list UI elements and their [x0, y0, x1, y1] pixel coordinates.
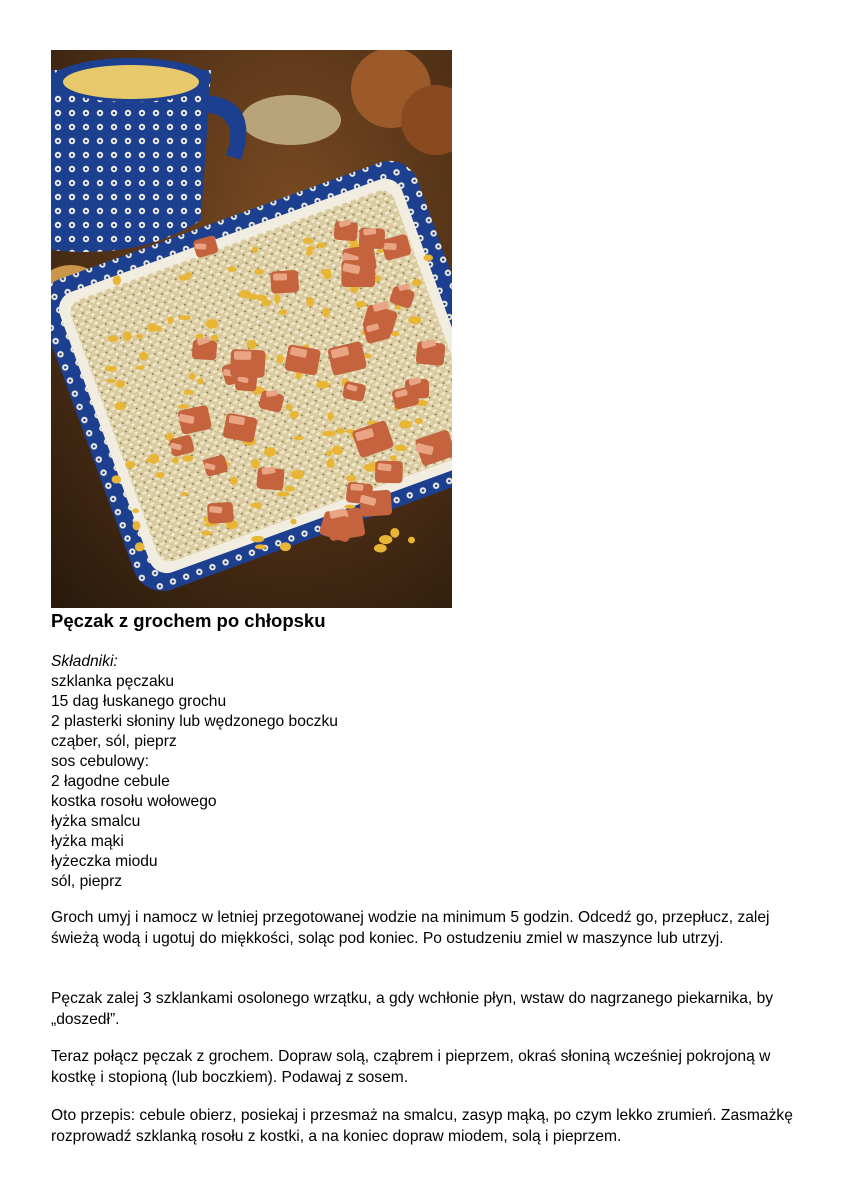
ingredient-item: łyżeczka miodu — [51, 853, 158, 870]
ingredients-list — [51, 652, 338, 892]
ingredient-item: 15 dag łuskanego grochu — [51, 693, 227, 710]
recipe-title: Pęczak z grochem po chłopsku — [51, 610, 326, 631]
ingredient-item: sos cebulowy: — [51, 753, 149, 770]
ingredient-item: sól, pieprz — [51, 873, 123, 890]
ingredient-item: cząber, sól, pieprz — [51, 733, 177, 750]
food-photo-icon — [51, 50, 452, 608]
step-paragraph: Teraz połącz pęczak z grochem. Dopraw solą, cząbrem i pieprzem, okraś słoniną wcześniej pokrojoną w kostkę i stopioną (lub boczkiem). Podawaj z sosem. — [51, 1048, 771, 1086]
step-paragraph: Oto przepis: cebule obierz, posiekaj i przesmaż na smalcu, zasyp mąką, po czym lekko zrumień. Zasmażkę rozprowadź szklanką rosołu z kostki, a na koniec dopraw miodem, solą i pieprzem. — [51, 1107, 793, 1145]
ingredient-item: łyżka mąki — [51, 833, 124, 850]
ingredient-item: 2 plasterki słoniny lub wędzonego boczku — [51, 713, 338, 730]
ingredient-item: łyżka smalcu — [51, 813, 141, 830]
step-paragraph: Pęczak zalej 3 szklankami osolonego wrzątku, a gdy wchłonie płyn, wstaw do nagrzanego piekarnika, by „doszedł”. — [51, 990, 774, 1028]
ingredient-item: kostka rosołu wołowego — [51, 793, 217, 810]
step-paragraph: Groch umyj i namocz w letniej przegotowanej wodzie na minimum 5 godzin. Odcedź go, przepłucz, zalej świeżą wodą i ugotuj do miękkości, soląc pod koniec. Po ostudzeniu zmiel w maszynce lub utrzyj. — [51, 909, 770, 947]
recipe-photo — [51, 50, 452, 608]
ingredients-heading: Składniki: — [51, 653, 118, 670]
ingredient-item: 2 łagodne cebule — [51, 773, 170, 790]
ingredient-item: szklanka pęczaku — [51, 673, 175, 690]
